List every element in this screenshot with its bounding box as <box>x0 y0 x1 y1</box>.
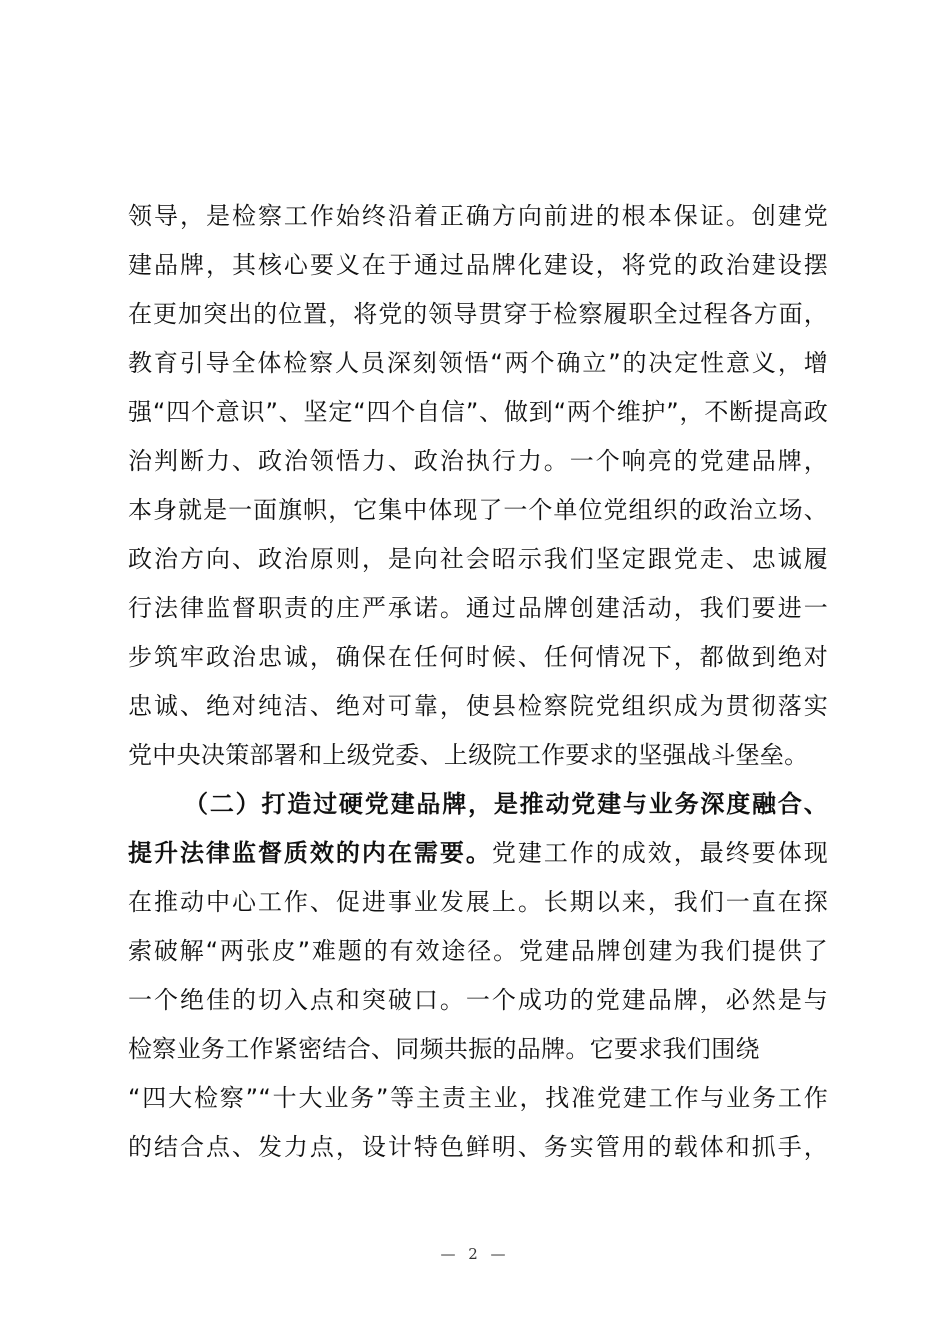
text-line: 强“四个意识”、坚定“四个自信”、做到“两个维护”，不断提高政 <box>128 398 828 426</box>
section-heading-end: 提升法律监督质效的内在需要。 <box>128 839 492 867</box>
text-line: 治判断力、政治领悟力、政治执行力。一个响亮的党建品牌， <box>128 447 828 475</box>
text-line: 在更加突出的位置，将党的领导贯穿于检察履职全过程各方面， <box>128 300 828 328</box>
text-line: 领导，是检察工作始终沿着正确方向前进的根本保证。创建党 <box>128 202 828 230</box>
text-line: 建品牌，其核心要义在于通过品牌化建设，将党的政治建设摆 <box>128 251 828 279</box>
text-line: 检察业务工作紧密结合、同频共振的品牌。它要求我们围绕 <box>128 1035 760 1063</box>
text-line: 教育引导全体检察人员深刻领悟“两个确立”的决定性意义，增 <box>128 349 828 377</box>
text-line: 的结合点、发力点，设计特色鲜明、务实管用的载体和抓手， <box>128 1133 828 1161</box>
text-line: “四大检察”“十大业务”等主责主业，找准党建工作与业务工作 <box>128 1084 828 1112</box>
text-line-rest: 党建工作的成效，最终要体现 <box>491 839 828 867</box>
text-line: 本身就是一面旗帜，它集中体现了一个单位党组织的政治立场、 <box>128 496 828 524</box>
text-line: 一个绝佳的切入点和突破口。一个成功的党建品牌，必然是与 <box>128 986 828 1014</box>
text-line: 在推动中心工作、促进事业发展上。长期以来，我们一直在探 <box>128 888 828 916</box>
section-heading: （二）打造过硬党建品牌，是推动党建与业务深度融合、 <box>184 790 828 818</box>
text-line: 步筑牢政治忠诚，确保在任何时候、任何情况下，都做到绝对 <box>128 643 828 671</box>
text-line: 忠诚、绝对纯洁、绝对可靠，使县检察院党组织成为贯彻落实 <box>128 692 828 720</box>
page-number: — 2 — <box>440 1245 510 1263</box>
text-line-heading-continuation <box>128 829 828 878</box>
text-line: 党中央决策部署和上级党委、上级院工作要求的坚强战斗堡垒。 <box>128 741 809 769</box>
text-line: 政治方向、政治原则，是向社会昭示我们坚定跟党走、忠诚履 <box>128 545 828 573</box>
body-text <box>128 192 828 1172</box>
text-line: 行法律监督职责的庄严承诺。通过品牌创建活动，我们要进一 <box>128 594 828 622</box>
text-line: 索破解“两张皮”难题的有效途径。党建品牌创建为我们提供了 <box>128 937 828 965</box>
